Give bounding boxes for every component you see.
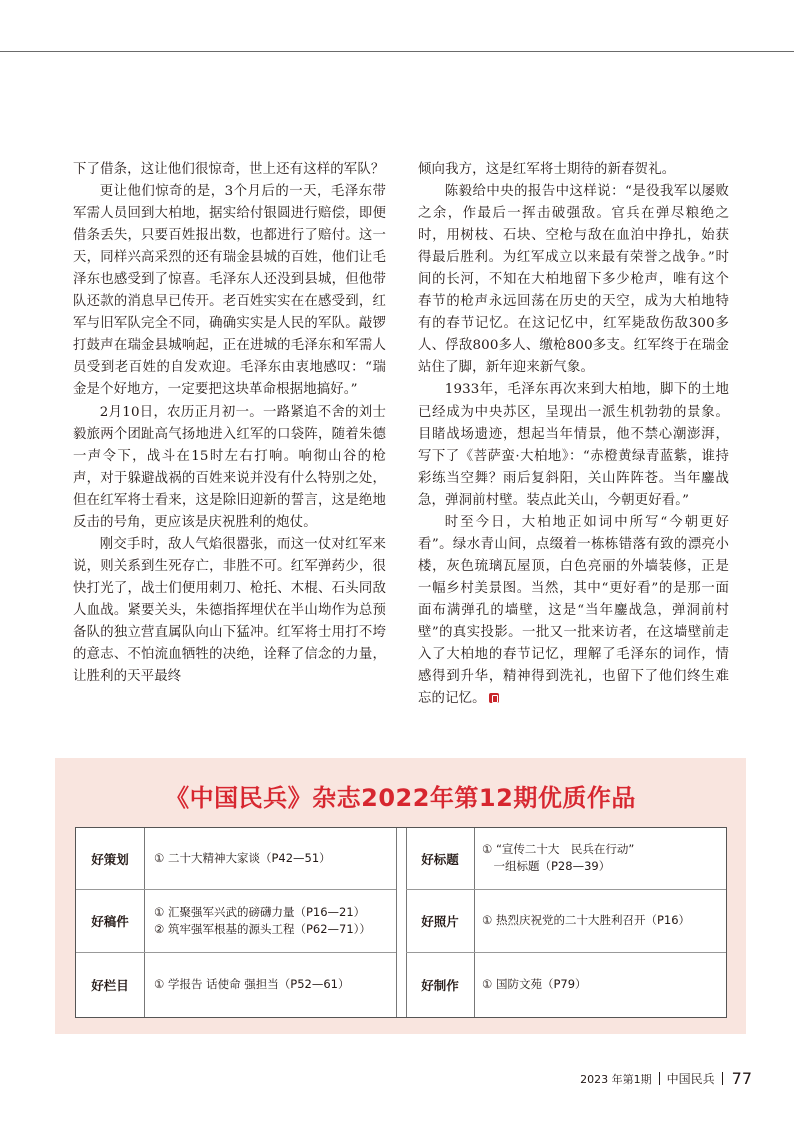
table-divider	[144, 828, 145, 1017]
table-divider	[474, 828, 475, 1017]
footer-divider	[659, 1072, 660, 1085]
award-works-title: 《中国民兵》杂志2022年第12期优质作品	[165, 784, 636, 812]
table-divider	[406, 889, 726, 890]
award-label: 好策划	[91, 852, 129, 867]
issue-label: 2023 年第1期	[580, 1072, 652, 1086]
awards-table	[75, 827, 727, 1018]
table-divider	[396, 828, 397, 1017]
paragraph-last	[418, 512, 729, 710]
award-item: ① “宣传二十大 民兵在行动”	[482, 842, 635, 856]
award-items	[154, 850, 331, 867]
award-label: 好栏目	[91, 978, 129, 993]
award-item: 一组标题（P28—39）	[482, 859, 611, 873]
page-number: 77	[731, 1069, 752, 1088]
paragraph: 1933年，毛泽东再次来到大柏地，脚下的土地已经成为中央苏区，呈现出一派生机勃勃的景象。目睹战场遗迹，想起当年情景，他不禁心潮澎湃，写下了《菩萨蛮·大柏地》：“赤橙黄绿青蓝紫，谁持彩练当空舞？雨后复斜阳，关山阵阵苍。当年鏖战急，弹洞前村壁。装点此关山，今朝更好看。”	[418, 382, 729, 508]
paragraph: 刚交手时，敌人气焰很嚣张，而这一仗对红军来说，则关系到生死存亡，非胜不可。红军弹药少，很快打光了，战士们便用刺刀、枪托、木棍、石头同敌人血战。紧要关头，朱德指挥埋伏在半山坳作为总预备队的独立营直属队向山下猛冲。红军将士用打不垮的意志、不怕流血牺牲的决绝，诠释了信念的力量，让胜利的天平最终	[73, 536, 386, 685]
magazine-name: 中国民兵	[666, 1072, 715, 1086]
page-footer	[580, 1069, 752, 1088]
paragraph-text: 时至今日，大柏地正如词中所写“今朝更好看”。绿水青山间，点缀着一栋栋错落有致的漂亮小楼，灰色琉璃瓦屋顶，白色亮丽的外墙装修，正是一幅乡村美景图。当然，其中“更好看”的是那一面面布满弹孔的墙壁，这是“当年鏖战急，弹洞前村壁”的真实投影。一批又一批来访者，在这墙壁前走入了大柏地的春节记忆，理解了毛泽东的词作，情感得到升华，精神得到洗礼，也留下了他们终生难忘的记忆。	[418, 514, 729, 707]
award-items	[154, 976, 349, 993]
paragraph: 倾向我方，这是红军将士期待的新春贺礼。	[418, 162, 676, 177]
paragraph: 陈毅给中央的报告中这样说：“是役我军以屡败之余，作最后一挥击破强敌。官兵在弹尽粮绝之时，用树枝、石块、空枪与敌在血泊中挣扎，始获得最后胜利。为红军成立以来最有荣誉之战争。”时间的长河，不知在大柏地留下多少枪声，唯有这个春节的枪声永远回荡在历史的天空，成为大柏地特有的春节记忆。在这记忆中，红军毙敌伤敌300多人、俘敌800多人、缴枪800多支。红军终于在瑞金站住了脚，新年迎来新气象。	[418, 184, 729, 376]
award-items	[154, 904, 371, 938]
paragraph: 2月10日，农历正月初一。一路紧追不舍的刘士毅旅两个团趾高气扬地进入红军的口袋阵，随着朱德一声令下，战斗在15时左右打响。响彻山谷的枪声，对于躲避战祸的百姓来说并没有什么特别之处，但在红军将士看来，这是除旧迎新的誓言，这是绝地反击的号角，更应该是庆祝胜利的炮仗。	[73, 404, 386, 530]
paragraph: 下了借条，这让他们很惊奇，世上还有这样的军队？	[73, 162, 385, 177]
award-item: ① 学报告 话使命 强担当（P52—61）	[154, 977, 350, 991]
article-left-column	[73, 159, 386, 688]
award-label: 好标题	[421, 852, 459, 867]
award-item: ① 二十大精神大家谈（P42—51）	[154, 851, 331, 865]
header-rule	[0, 51, 794, 52]
award-items	[482, 841, 634, 875]
award-item: ② 筑牢强军根基的源头工程（P62—71））	[154, 922, 371, 936]
article-end-mark-icon	[489, 693, 499, 703]
award-items	[482, 912, 690, 929]
award-item: ① 汇聚强军兴武的磅礴力量（P16—21）	[154, 905, 366, 919]
table-divider	[406, 952, 726, 953]
table-divider	[76, 889, 396, 890]
paragraph: 更让他们惊奇的是，3个月后的一天，毛泽东带军需人员回到大柏地，据实给付银圆进行赔偿，即便借条丢失，只要百姓报出数，也都进行了赔付。这一天，同样兴高采烈的还有瑞金县城的百姓，他们让毛泽东也感受到了惊喜。毛泽东人还没到县城，但他带队还款的消息早已传开。老百姓实实在在感受到，红军与旧军队完全不同，确确实实是人民的军队。敲锣打鼓声在瑞金县城响起，正在进城的毛泽东和军需人员受到老百姓的自发欢迎。毛泽东由衷地感叹：“瑞金是个好地方，一定要把这块革命根据地搞好。”	[73, 184, 386, 398]
award-item: ① 热烈庆祝党的二十大胜利召开（P16）	[482, 913, 691, 927]
award-items	[482, 976, 587, 993]
award-label: 好稿件	[91, 914, 129, 929]
article-right-column	[418, 159, 729, 710]
award-works-box	[55, 758, 746, 1034]
award-label: 好照片	[421, 914, 459, 929]
award-label: 好制作	[421, 978, 459, 993]
footer-divider	[722, 1072, 723, 1085]
table-divider	[76, 952, 396, 953]
award-item: ① 国防文苑（P79）	[482, 977, 587, 991]
